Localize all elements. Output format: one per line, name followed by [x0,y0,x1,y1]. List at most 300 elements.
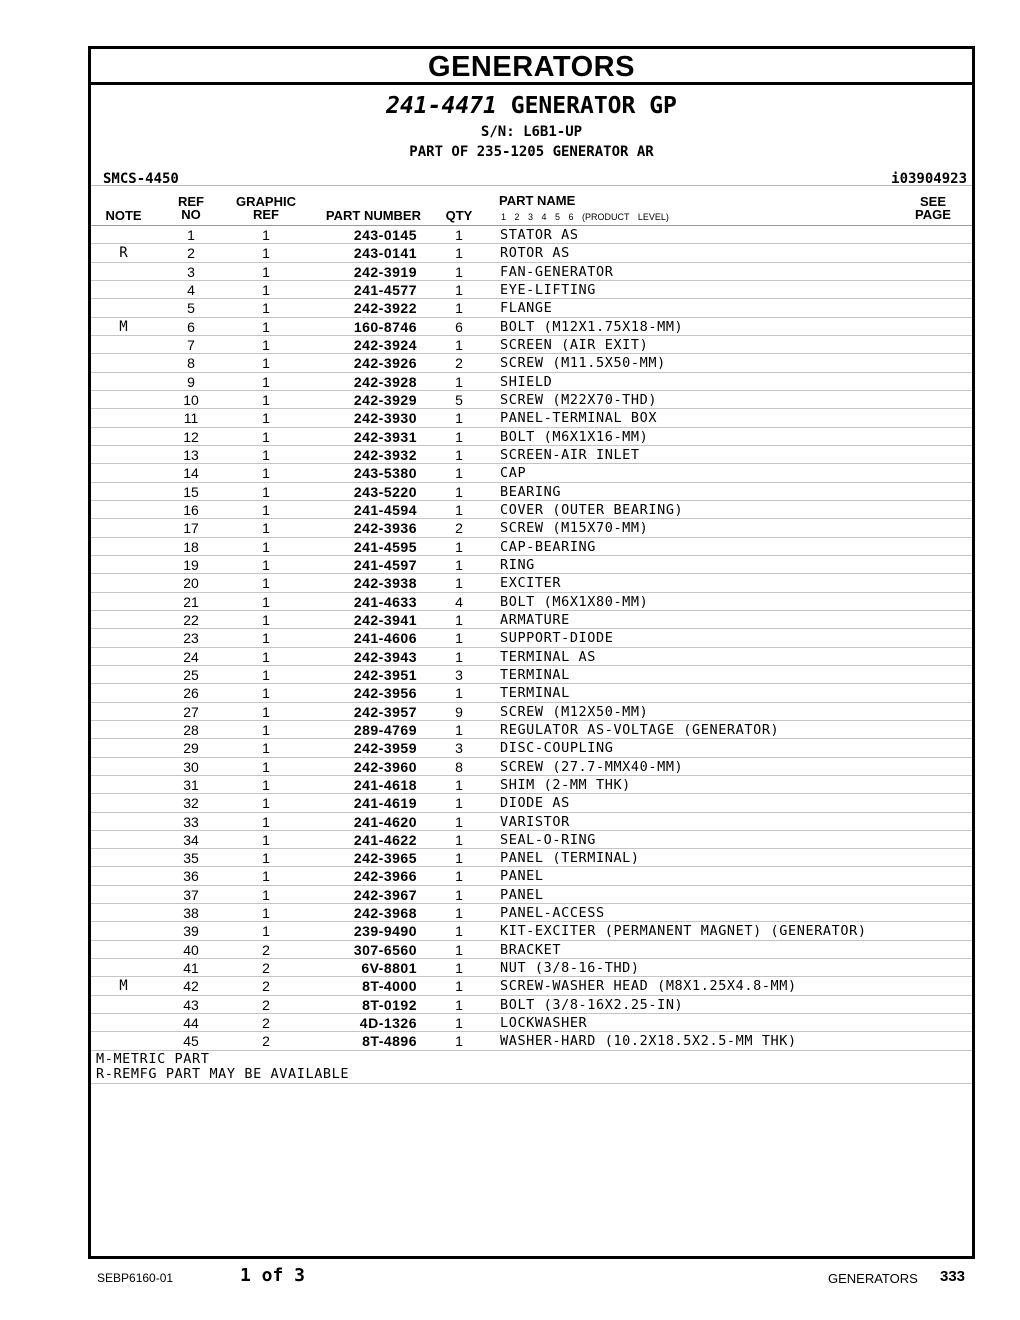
part-name-cell: STATOR AS [500,227,579,243]
graphic-ref-cell: 1 [262,281,270,298]
part-number-cell: 242-3929 [353,391,417,408]
qty-cell: 1 [455,263,463,280]
ref-no-cell: 29 [183,740,199,757]
table-row [91,336,972,354]
ref-no-cell: 1 [187,227,195,243]
ref-no-cell: 19 [183,556,199,573]
part-name-cell: EYE-LIFTING [500,281,597,298]
ref-no-cell: 4 [187,281,195,298]
footer-doc: SEBP6160-01 [97,1271,174,1285]
ref-no-cell: 36 [183,868,199,885]
qty-cell: 9 [455,703,463,720]
qty-cell: 1 [455,446,463,463]
part-name-cell: SEAL-O-RING [500,831,597,848]
part-number-cell: 241-4619 [353,795,417,812]
table-row [91,941,972,959]
part-name-cell: EXCITER [500,575,562,592]
part-name-cell: PANEL [500,886,544,903]
table-row [91,922,972,940]
col-see-bottom: PAGE [915,207,951,222]
graphic-ref-cell: 1 [262,666,270,683]
part-number-cell: 242-3968 [353,905,417,922]
ref-no-cell: 14 [183,465,199,482]
ref-no-cell: 43 [183,996,199,1013]
graphic-ref-cell: 1 [262,758,270,775]
table-row [91,318,972,336]
part-number-cell: 243-0145 [353,227,417,243]
part-number-cell: 242-3956 [353,685,417,702]
table-row [91,556,972,574]
qty-cell: 1 [455,483,463,500]
table-row [91,446,972,464]
qty-cell: 1 [455,905,463,922]
graphic-ref-cell: 1 [262,813,270,830]
ref-no-cell: 35 [183,850,199,867]
part-name-cell: TERMINAL AS [500,648,597,665]
part-name-cell: BOLT (M12X1.75X18-MM) [500,318,684,335]
ref-no-cell: 38 [183,905,199,922]
qty-cell: 1 [455,1015,463,1032]
ref-no-cell: 37 [183,886,199,903]
graphic-ref-cell: 2 [262,1033,270,1050]
part-name-cell: SHIM (2-MM THK) [500,776,631,793]
table-row [91,611,972,629]
ref-no-cell: 22 [183,611,199,628]
part-number-cell: 6V-8801 [361,960,417,977]
qty-cell: 1 [455,556,463,573]
graphic-ref-cell: 1 [262,575,270,592]
graphic-ref-cell: 1 [262,831,270,848]
graphic-ref-cell: 1 [262,556,270,573]
part-name-cell: NUT (3/8-16-THD) [500,960,640,977]
qty-cell: 1 [455,465,463,482]
table-row [91,721,972,739]
graphic-ref-cell: 1 [262,850,270,867]
graphic-ref-cell: 1 [262,740,270,757]
graphic-ref-cell: 2 [262,941,270,958]
part-name-cell: SCREW (M15X70-MM) [500,520,649,537]
ref-no-cell: 16 [183,501,199,518]
table-row [91,1014,972,1032]
col-graphic-bottom: REF [253,207,279,222]
graphic-ref-cell: 1 [262,227,270,243]
graphic-ref-cell: 1 [262,776,270,793]
notes-block [91,1051,972,1084]
section-title: GENERATORS [91,49,972,85]
part-number-cell: 241-4606 [353,630,417,647]
part-number-cell: 243-5220 [353,483,417,500]
graphic-ref-cell: 1 [262,428,270,445]
part-number-cell: 241-4622 [353,831,417,848]
ref-no-cell: 44 [183,1015,199,1032]
part-name-cell: CAP [500,465,527,482]
qty-cell: 2 [455,355,463,372]
graphic-ref-cell: 1 [262,923,270,940]
table-row [91,739,972,757]
group-title [91,93,972,119]
graphic-ref-cell: 1 [262,483,270,500]
part-name-cell: DISC-COUPLING [500,740,614,757]
graphic-ref-cell: 1 [262,263,270,280]
table-row [91,684,972,702]
ref-no-cell: 45 [183,1033,199,1050]
graphic-ref-cell: 1 [262,795,270,812]
part-number-cell: 242-3928 [353,373,417,390]
qty-cell: 1 [455,410,463,427]
qty-cell: 1 [455,227,463,243]
table-row [91,849,972,867]
part-number-cell: 241-4594 [353,501,417,518]
ref-no-cell: 17 [183,520,199,537]
qty-cell: 1 [455,281,463,298]
qty-cell: 1 [455,831,463,848]
qty-cell: 1 [455,813,463,830]
table-row [91,299,972,317]
part-number-cell: 242-3941 [353,611,417,628]
qty-cell: 1 [455,373,463,390]
table-row [91,501,972,519]
part-name-cell: SCREW-WASHER HEAD (M8X1.25X4.8-MM) [500,978,797,995]
graphic-ref-cell: 2 [262,978,270,995]
part-number-cell: 4D-1326 [359,1015,417,1032]
footer-page-number: 333 [940,1268,966,1285]
ref-no-cell: 28 [183,721,199,738]
ref-no-cell: 33 [183,813,199,830]
qty-cell: 1 [455,850,463,867]
part-number-cell: 8T-0192 [362,996,417,1013]
part-number-cell: 242-3943 [353,648,417,665]
part-number-cell: 242-3922 [353,300,417,317]
graphic-ref-cell: 1 [262,373,270,390]
ref-no-cell: 2 [187,245,195,262]
graphic-ref-cell: 1 [262,630,270,647]
ref-no-cell: 21 [183,593,199,610]
graphic-ref-cell: 1 [262,318,270,335]
part-name-cell: KIT-EXCITER (PERMANENT MAGNET) (GENERATOR) [500,923,867,940]
table-row [91,867,972,885]
ref-no-cell: 39 [183,923,199,940]
note-metric: M-METRIC PART [96,1050,210,1067]
table-row [91,886,972,904]
ref-no-cell: 26 [183,685,199,702]
part-of: PART OF 235-1205 GENERATOR AR [409,144,654,160]
table-row [91,538,972,556]
graphic-ref-cell: 1 [262,391,270,408]
ref-no-cell: 40 [183,941,199,958]
table-row [91,959,972,977]
qty-cell: 3 [455,666,463,683]
part-name-cell: TERMINAL [500,666,570,683]
graphic-ref-cell: 1 [262,905,270,922]
ref-no-cell: 7 [187,336,195,353]
table-row [91,263,972,281]
ref-no-cell: 6 [187,318,195,335]
col-graphic-top: GRAPHIC [236,194,296,209]
ref-no-cell: 13 [183,446,199,463]
graphic-ref-cell: 1 [262,465,270,482]
ref-no-cell: 8 [187,355,195,372]
part-name-cell: RING [500,556,535,573]
col-ref-top: REF [178,194,204,209]
part-name-cell: BRACKET [500,941,562,958]
col-see-page [908,195,958,221]
part-number-cell: 242-3919 [353,263,417,280]
qty-cell: 1 [455,300,463,317]
column-header [91,186,972,226]
ref-no-cell: 41 [183,960,199,977]
graphic-ref-cell: 1 [262,501,270,518]
part-number-cell: 242-3931 [353,428,417,445]
qty-cell: 1 [455,648,463,665]
part-name-cell: BOLT (3/8-16X2.25-IN) [500,996,684,1013]
group-name: GENERATOR GP [510,93,677,119]
ref-no-cell: 3 [187,263,195,280]
graphic-ref-cell: 1 [262,648,270,665]
ref-no-cell: 5 [187,300,195,317]
table-row [91,281,972,299]
part-number-cell: 242-3932 [353,446,417,463]
graphic-ref-cell: 1 [262,886,270,903]
ref-no-cell: 9 [187,373,195,390]
part-number-cell: 307-6560 [353,941,417,958]
qty-cell: 1 [455,611,463,628]
part-number-cell: 242-3924 [353,336,417,353]
graphic-ref-cell: 2 [262,996,270,1013]
col-product-levels: 1 2 3 4 5 6 (PRODUCT LEVEL) [501,212,669,222]
table-row [91,354,972,372]
part-name-cell: SCREEN-AIR INLET [500,446,640,463]
part-name-cell: TERMINAL [500,685,570,702]
col-graphic-ref [231,195,301,221]
part-number-cell: 242-3960 [353,758,417,775]
qty-cell: 5 [455,391,463,408]
part-name-cell: SHIELD [500,373,553,390]
part-name-cell: SCREW (M11.5X50-MM) [500,355,666,372]
graphic-ref-cell: 1 [262,336,270,353]
table-row [91,977,972,995]
graphic-ref-cell: 1 [262,868,270,885]
qty-cell: 1 [455,795,463,812]
part-number-cell: 241-4577 [353,281,417,298]
graphic-ref-cell: 1 [262,410,270,427]
part-name-cell: COVER (OUTER BEARING) [500,501,684,518]
ref-no-cell: 27 [183,703,199,720]
part-number-cell: 241-4595 [353,538,417,555]
part-name-cell: FAN-GENERATOR [500,263,614,280]
col-part-name: PART NAME [499,193,576,208]
part-name-cell: DIODE AS [500,795,570,812]
part-name-cell: LOCKWASHER [500,1015,588,1032]
graphic-ref-cell: 2 [262,960,270,977]
ref-no-cell: 18 [183,538,199,555]
table-row [91,758,972,776]
graphic-ref-cell: 1 [262,721,270,738]
part-number-cell: 160-8746 [353,318,417,335]
table-row [91,813,972,831]
table-row [91,226,972,244]
ref-no-cell: 42 [183,978,199,995]
part-name-cell: SCREW (27.7-MMX40-MM) [500,758,684,775]
part-number-cell: 241-4597 [353,556,417,573]
part-name-cell: ARMATURE [500,611,570,628]
graphic-ref-cell: 1 [262,611,270,628]
qty-cell: 8 [455,758,463,775]
qty-cell: 1 [455,685,463,702]
table-row [91,666,972,684]
part-name-cell: PANEL (TERMINAL) [500,850,640,867]
table-row [91,776,972,794]
group-header [91,85,972,186]
part-name-cell: ROTOR AS [500,245,570,262]
qty-cell: 1 [455,960,463,977]
graphic-ref-cell: 1 [262,593,270,610]
part-number-cell: 242-3965 [353,850,417,867]
table-row [91,483,972,501]
part-number-cell: 242-3966 [353,868,417,885]
qty-cell: 1 [455,630,463,647]
part-number-cell: 242-3957 [353,703,417,720]
qty-cell: 1 [455,245,463,262]
table-row [91,428,972,446]
part-name-cell: BEARING [500,483,562,500]
qty-cell: 1 [455,886,463,903]
table-row [91,519,972,537]
part-number-cell: 243-5380 [353,465,417,482]
col-ref-bottom: NO [181,207,201,222]
ref-no-cell: 34 [183,831,199,848]
part-number-cell: 8T-4000 [362,978,417,995]
ref-no-cell: 25 [183,666,199,683]
serial-number: S/N: L6B1-UP [480,124,583,140]
part-name-cell: PANEL-TERMINAL BOX [500,410,658,427]
ref-no-cell: 20 [183,575,199,592]
part-name-cell: BOLT (M6X1X80-MM) [500,593,649,610]
part-number-cell: 243-0141 [353,245,417,262]
part-name-cell: CAP-BEARING [500,538,597,555]
qty-cell: 1 [455,941,463,958]
ref-no-cell: 30 [183,758,199,775]
note-cell: R [119,245,128,262]
part-name-cell: PANEL-ACCESS [500,905,605,922]
part-number-cell: 241-4633 [353,593,417,610]
qty-cell: 1 [455,978,463,995]
qty-cell: 6 [455,318,463,335]
footer-page-of: 1 of 3 [240,1265,306,1286]
table-row [91,244,972,262]
part-number-cell: 242-3959 [353,740,417,757]
document-id: i03904923 [891,171,967,187]
table-row [91,373,972,391]
note-remfg: R-REMFG PART MAY BE AVAILABLE [96,1065,350,1082]
graphic-ref-cell: 1 [262,355,270,372]
qty-cell: 4 [455,593,463,610]
ref-no-cell: 11 [183,410,199,427]
table-row [91,648,972,666]
table-row [91,391,972,409]
graphic-ref-cell: 1 [262,520,270,537]
part-number-cell: 242-3936 [353,520,417,537]
table-row [91,629,972,647]
part-name-cell: SCREEN (AIR EXIT) [500,336,649,353]
qty-cell: 1 [455,575,463,592]
note-cell: M [119,318,128,335]
ref-no-cell: 31 [183,776,199,793]
ref-no-cell: 10 [183,391,199,408]
qty-cell: 1 [455,868,463,885]
table-row [91,1032,972,1050]
ref-no-cell: 24 [183,648,199,665]
qty-cell: 1 [455,721,463,738]
qty-cell: 3 [455,740,463,757]
parts-table [91,226,972,1051]
part-name-cell: BOLT (M6X1X16-MM) [500,428,649,445]
part-name-cell: REGULATOR AS-VOLTAGE (GENERATOR) [500,721,780,738]
footer-section: GENERATORS [828,1271,918,1286]
qty-cell: 1 [455,538,463,555]
col-note: NOTE [105,208,142,223]
part-name-cell: SCREW (M22X70-THD) [500,391,658,408]
graphic-ref-cell: 1 [262,538,270,555]
qty-cell: 1 [455,336,463,353]
part-name-cell: PANEL [500,868,544,885]
ref-no-cell: 15 [183,483,199,500]
part-name-cell: WASHER-HARD (10.2X18.5X2.5-MM THK) [500,1033,797,1050]
graphic-ref-cell: 1 [262,685,270,702]
table-row [91,409,972,427]
part-number-cell: 239-9490 [353,923,417,940]
part-number-cell: 242-3967 [353,886,417,903]
graphic-ref-cell: 1 [262,703,270,720]
qty-cell: 1 [455,996,463,1013]
part-name-cell: VARISTOR [500,813,570,830]
col-ref-no [171,195,211,221]
qty-cell: 1 [455,428,463,445]
table-row [91,593,972,611]
parts-page-frame [88,46,975,1259]
qty-cell: 1 [455,923,463,940]
part-number-cell: 241-4620 [353,813,417,830]
part-number-cell: 241-4618 [353,776,417,793]
graphic-ref-cell: 1 [262,245,270,262]
ref-no-cell: 32 [183,795,199,812]
part-number-cell: 242-3926 [353,355,417,372]
table-row [91,464,972,482]
note-cell: M [119,978,128,995]
qty-cell: 1 [455,501,463,518]
qty-cell: 1 [455,1033,463,1050]
col-qty: QTY [445,208,473,223]
ref-no-cell: 23 [183,630,199,647]
table-row [91,574,972,592]
part-name-cell: FLANGE [500,300,553,317]
ref-no-cell: 12 [183,428,199,445]
part-number-cell: 242-3930 [353,410,417,427]
graphic-ref-cell: 2 [262,1015,270,1032]
part-number-cell: 242-3938 [353,575,417,592]
qty-cell: 2 [455,520,463,537]
qty-cell: 1 [455,776,463,793]
graphic-ref-cell: 1 [262,446,270,463]
part-number-cell: 289-4769 [353,721,417,738]
table-row [91,996,972,1014]
part-name-cell: SUPPORT-DIODE [500,630,614,647]
part-number-cell: 242-3951 [353,666,417,683]
smcs-code: SMCS-4450 [103,171,179,187]
part-name-cell: SCREW (M12X50-MM) [500,703,649,720]
table-row [91,831,972,849]
table-row [91,703,972,721]
col-part-number: PART NUMBER [325,208,421,223]
